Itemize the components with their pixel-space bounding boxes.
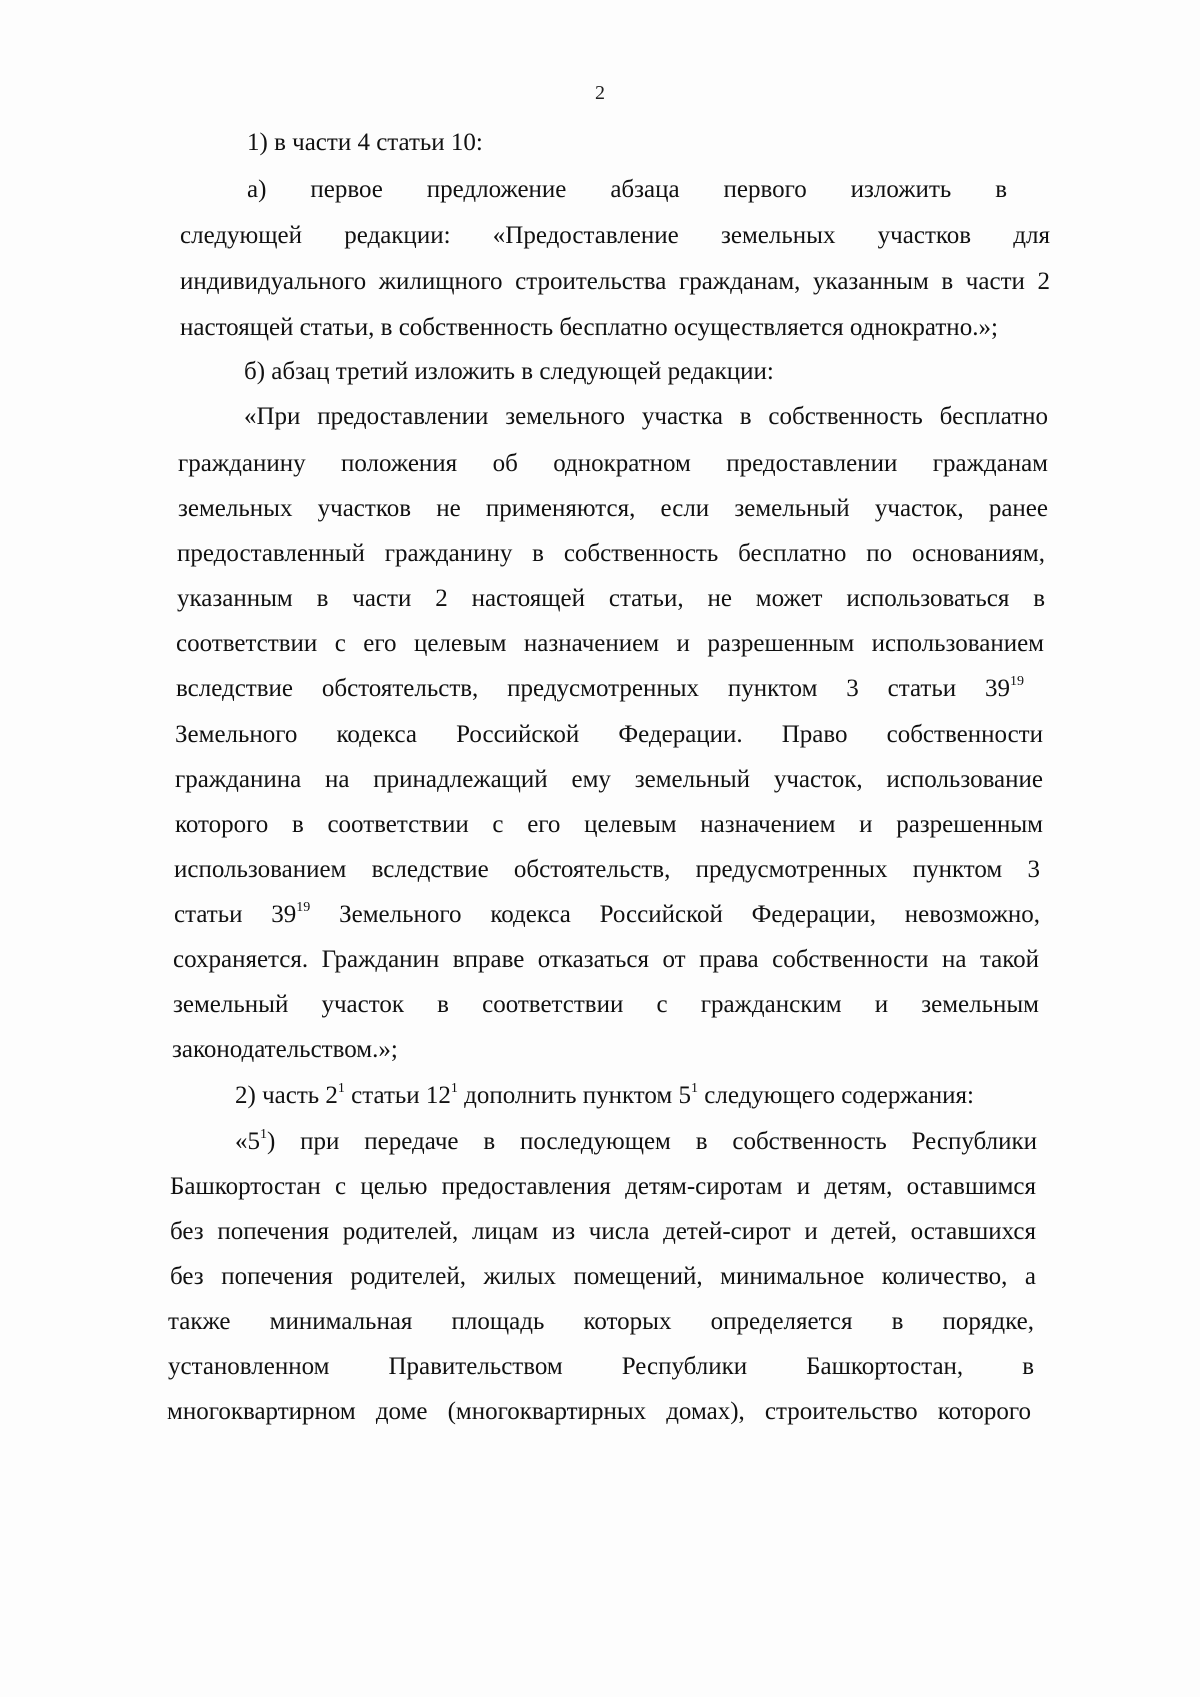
line-text: земельных участков не применяются, если земельный участок, ранее [178,495,1048,522]
text-line [175,765,1043,795]
text-line [170,1217,1036,1247]
line-text: следующей редакции: «Предоставление земельных участков для [180,222,1050,249]
text-line [247,175,1007,205]
line-text: 2) часть 2 [235,1082,338,1109]
line-text: законодательством.»; [172,1036,398,1063]
text-line [177,584,1045,614]
text-line [178,494,1048,524]
superscript: 1 [337,1080,345,1096]
text-line [173,945,1039,975]
line-text: без попечения родителей, жилых помещений, минимальное количество, а [170,1263,1036,1290]
text-line [235,1081,1015,1111]
text-line [174,855,1040,885]
line-text: использованием вследствие обстоятельств, предусмотренных пунктом 3 [174,856,1040,883]
line-text: гражданина на принадлежащий ему земельный участок, использование [175,766,1043,793]
line-text: соответствии с его целевым назначением и разрешенным использованием [176,630,1044,657]
text-line [167,1397,1031,1427]
text-line [180,313,1058,343]
text-line [175,720,1043,750]
superscript: 1 [450,1080,458,1096]
line-text: Земельного кодекса Российской Федерации. Право собственности [175,721,1043,748]
line-text: предоставленный гражданину в собственность бесплатно по основаниям, [177,540,1045,567]
text-line [173,990,1039,1020]
line-text: установленном Правительством Республики Башкортостан, в [168,1353,1034,1380]
text-line [176,629,1044,659]
line-text: статьи 39 [174,901,297,928]
line-text: индивидуального жилищного строительства гражданам, указанным в части 2 [180,268,1050,295]
line-text: Башкортостан с целью предоставления детям-сиротам и детям, оставшимся [170,1173,1036,1200]
text-line [180,267,1050,297]
text-line [235,1127,1037,1157]
text-line [170,1172,1036,1202]
line-text: а) первое предложение абзаца первого изложить в [247,176,1007,203]
line-text: вследствие обстоятельств, предусмотренных пунктом 3 статьи 39 [176,675,1010,702]
line-text: которого в соответствии с его целевым назначением и разрешенным [175,811,1043,838]
line-text: 1) в части 4 статьи 10: [247,129,483,156]
line-text: «При предоставлении земельного участка в собственность бесплатно [244,403,1048,430]
text-line [174,900,1040,930]
text-line [180,221,1050,251]
superscript: 19 [1010,673,1024,689]
superscript: 1 [691,1080,698,1096]
text-line [175,810,1043,840]
text-line [247,128,507,158]
line-text: статьи 12 [344,1082,451,1109]
line-text: следующего содержания: [698,1082,974,1109]
page-number: 2 [595,82,605,104]
line-text: ) при передаче в последующем в собственность Республики [267,1128,1037,1155]
superscript: 1 [260,1126,267,1142]
text-line [177,539,1045,569]
line-text: без попечения родителей, лицам из числа детей-сирот и детей, оставшихся [170,1218,1036,1245]
superscript: 19 [296,899,311,915]
line-text: Земельного кодекса Российской Федерации, невозможно, [310,901,1041,928]
line-text: настоящей статьи, в собственность бесплатно осуществляется однократно.»; [180,314,998,341]
text-line [244,357,804,387]
line-text: дополнить пунктом 5 [457,1082,691,1109]
line-text: также минимальная площадь которых определяется в порядке, [168,1308,1034,1335]
text-line [244,402,1048,432]
text-line [176,674,1024,704]
line-text: сохраняется. Гражданин вправе отказаться от права собственности на такой [173,946,1039,973]
line-text: «5 [235,1128,260,1155]
text-line [178,449,1048,479]
text-line [168,1352,1034,1382]
text-line [170,1262,1036,1292]
text-line [172,1035,422,1065]
line-text: многоквартирном доме (многоквартирных домах), строительство которого [167,1398,1031,1425]
text-line [168,1307,1034,1337]
line-text: земельный участок в соответствии с гражданским и земельным [173,991,1039,1018]
line-text: гражданину положения об однократном предоставлении гражданам [178,450,1048,477]
line-text: б) абзац третий изложить в следующей редакции: [244,358,774,385]
line-text: указанным в части 2 настоящей статьи, не может использоваться в [177,585,1045,612]
